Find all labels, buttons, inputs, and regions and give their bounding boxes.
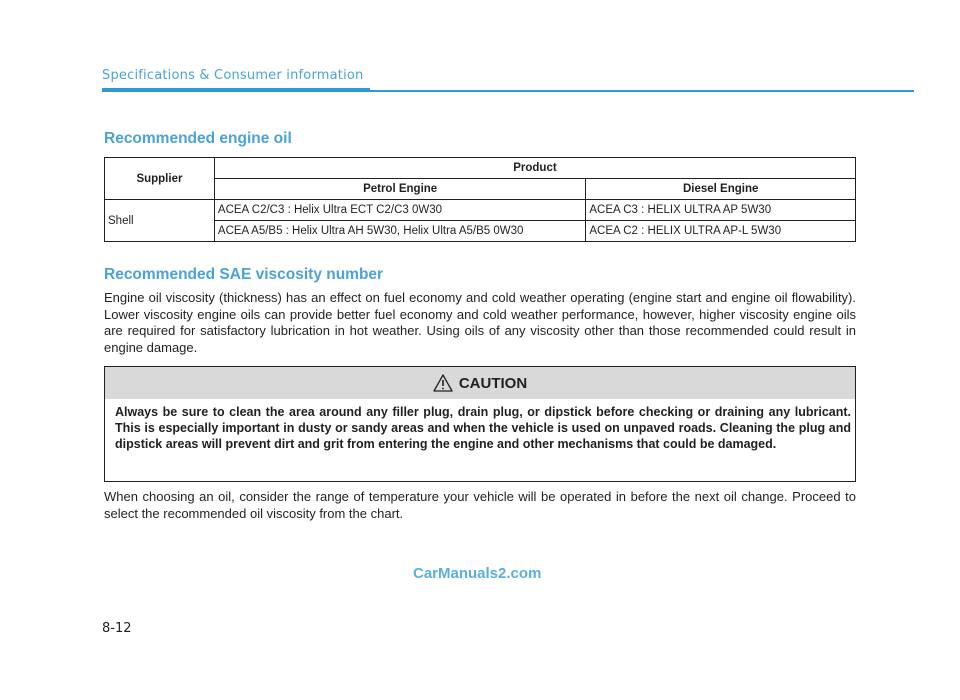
viscosity-paragraph: Engine oil viscosity (thickness) has an effect on fuel economy and cold weather operating (engine start and engine oil flowability). Lower viscosity engine oils can provide better fuel economy and cold weather performance, however, higher viscosity engine oils are required for satisfactory lubrication in hot weather. Using oils of any viscosity other than those recommended could result in engine damage.: [104, 290, 856, 355]
table-header-row: [105, 158, 856, 179]
petrol-engine-header: Petrol Engine: [214, 179, 585, 200]
supplier-header: Supplier: [105, 158, 215, 200]
header-title: Specifications & Consumer information: [102, 68, 364, 83]
engine-oil-heading: Recommended engine oil: [104, 130, 292, 147]
caution-header: [105, 367, 855, 399]
closing-paragraph: When choosing an oil, consider the range of temperature your vehicle will be operated in before the next oil change. Proceed to select the recommended oil viscosity from the chart.: [104, 489, 856, 521]
page-number: 8-12: [102, 621, 132, 636]
header-rule-thick: [102, 88, 370, 92]
header-rule-thin: [370, 90, 914, 92]
table-row: [105, 221, 856, 242]
petrol-cell: ACEA C2/C3 : Helix Ultra ECT C2/C3 0W30: [214, 200, 585, 221]
diesel-cell: ACEA C2 : HELIX ULTRA AP-L 5W30: [586, 221, 856, 242]
caution-box: [104, 366, 856, 482]
engine-oil-table: [104, 157, 856, 242]
petrol-cell: ACEA A5/B5 : Helix Ultra AH 5W30, Helix Ultra A5/B5 0W30: [214, 221, 585, 242]
warning-triangle-icon: [433, 374, 453, 392]
table-row: [105, 200, 856, 221]
diesel-engine-header: Diesel Engine: [586, 179, 856, 200]
sae-viscosity-heading: Recommended SAE viscosity number: [104, 266, 384, 283]
diesel-cell: ACEA C3 : HELIX ULTRA AP 5W30: [586, 200, 856, 221]
table-subheader-row: [105, 179, 856, 200]
product-header: Product: [214, 158, 855, 179]
supplier-cell: Shell: [105, 200, 215, 242]
caution-label: CAUTION: [458, 374, 528, 392]
watermark: CarManuals2.com: [413, 565, 542, 582]
caution-text: Always be sure to clean the area around any filler plug, drain plug, or dipstick before checking or draining any lubricant. This is especially important in dusty or sandy areas and when the vehicle is used on unpaved roads. Cleaning the plug and dipstick areas will prevent dirt and grit from entering the engine and other mechanisms that could be damaged.: [115, 405, 851, 451]
